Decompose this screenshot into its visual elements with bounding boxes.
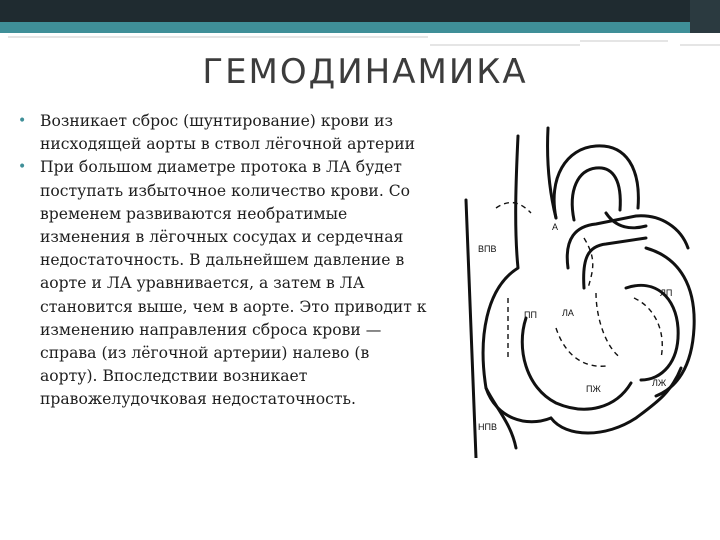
label-svc: ВПВ <box>478 244 497 254</box>
header-accent-bar <box>0 22 720 33</box>
right-ventricle <box>522 318 631 409</box>
label-lzh: ЛЖ <box>652 378 667 388</box>
label-la: ЛА <box>562 308 574 318</box>
flow-arrow <box>634 298 662 358</box>
label-pp: ПП <box>524 310 537 320</box>
flow-arrow <box>596 293 621 358</box>
header-rule <box>430 44 580 46</box>
header-bar <box>0 0 720 22</box>
label-a: А <box>552 222 559 232</box>
aortic-arch <box>554 146 638 218</box>
label-lp: ЛП <box>660 288 673 298</box>
left-heart <box>626 285 678 380</box>
bullet-marker: • <box>18 113 27 129</box>
bullet-text: При большом диаметре протока в ЛА будет поступать избыточное количество крови. Со временем развиваются необратимые изменения в лёгочных сосудах и сердечная недостаточность. В дальнейшем давление в аорте и ЛА уравнивается, а затем в ЛА становится выше, чем в аорте. Это приводит к изменению направления сброса крови — справа (из лёгочной артерии) налево (в аорту). Впоследствии возникает правожелудочковая недостаточность. <box>40 158 427 409</box>
flow-arrow <box>556 328 606 366</box>
left-heart <box>646 248 694 396</box>
bullet-text: Возникает сброс (шунтирование) крови из нисходящей аорты в ствол лёгочной артерии <box>40 112 416 154</box>
bullet-marker: • <box>18 159 27 176</box>
aortic-arch-inner <box>572 168 620 220</box>
flow-arrow <box>496 203 531 213</box>
header-rule <box>8 36 428 38</box>
header-corner-block <box>690 0 720 33</box>
bullet-list <box>18 110 428 412</box>
header-rule <box>580 40 668 42</box>
bullet-item <box>18 156 428 411</box>
heart-diagram <box>456 118 706 458</box>
heart-outline <box>466 200 476 458</box>
pulmonary-artery <box>584 238 646 288</box>
bullet-item <box>18 110 428 156</box>
label-pzh: ПЖ <box>586 384 601 394</box>
label-ivc: НПВ <box>478 422 497 432</box>
heart-outline <box>483 136 551 422</box>
page-title: ГЕМОДИНАМИКА <box>202 52 528 92</box>
header-rule <box>680 44 720 46</box>
